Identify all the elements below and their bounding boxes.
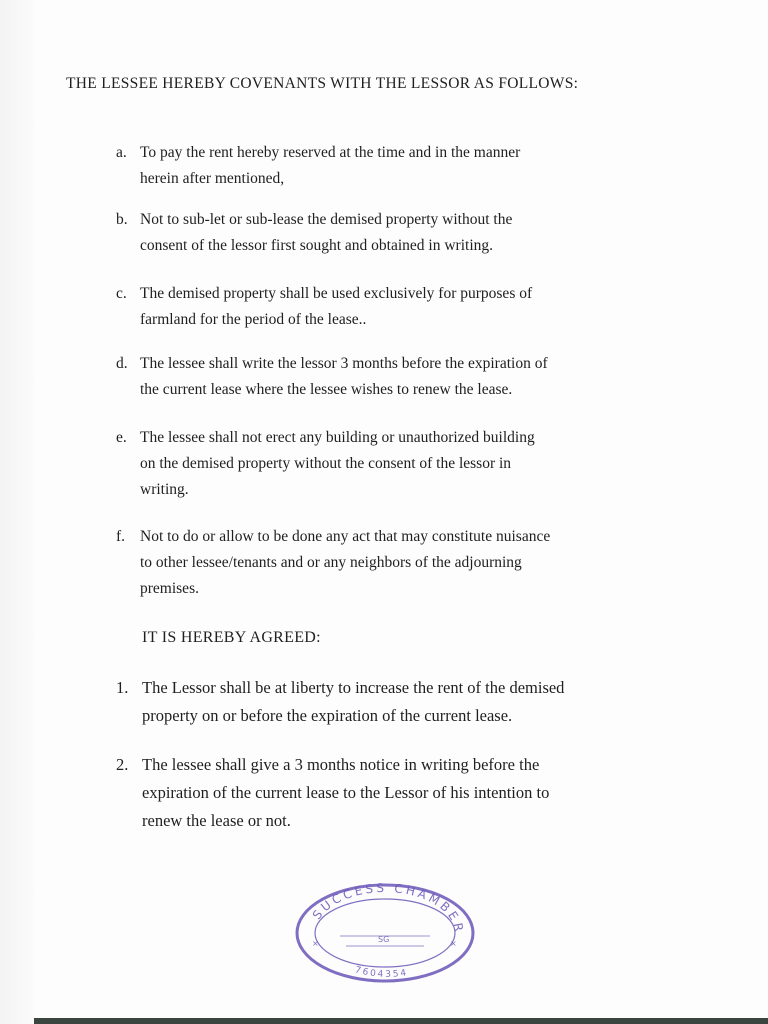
- covenant-item-d: [116, 351, 656, 403]
- covenant-marker: d.: [116, 355, 128, 372]
- agreed-heading: IT IS HEREBY AGREED:: [142, 629, 321, 646]
- covenant-text: [140, 351, 548, 403]
- covenant-marker: f.: [116, 528, 126, 545]
- svg-text:7604354: 7604354: [353, 965, 409, 980]
- covenant-line: premises.: [140, 580, 199, 597]
- agreement-line: The Lessor shall be at liberty to increase the rent of the demised: [142, 678, 565, 697]
- svg-text:SUCCESS CHAMBERS: SUCCESS CHAMBER: [309, 880, 467, 936]
- covenant-line: on the demised property without the consent of the lessor in: [140, 455, 512, 472]
- covenant-marker: c.: [116, 285, 127, 302]
- agreement-line: The lessee shall give a 3 months notice in writing before the: [142, 755, 540, 774]
- covenant-marker: e.: [116, 429, 127, 446]
- covenant-line: To pay the rent hereby reserved at the time and in the manner: [140, 144, 521, 161]
- covenant-item-e: [116, 425, 656, 503]
- stamp-seal-icon: [290, 876, 480, 986]
- agreement-marker: 2.: [116, 755, 129, 774]
- covenant-text: [140, 425, 535, 503]
- agreement-line: property on or before the expiration of the current lease.: [142, 706, 513, 725]
- covenant-item-f: [116, 524, 661, 602]
- agreement-text: [142, 674, 564, 730]
- covenant-item-b: [116, 207, 656, 259]
- covenant-text: [140, 281, 532, 333]
- covenant-line: the current lease where the lessee wishes to renew the lease.: [140, 381, 513, 398]
- agreement-line: renew the lease or not.: [142, 811, 291, 830]
- covenant-line: Not to do or allow to be done any act that may constitute nuisance: [140, 528, 551, 545]
- page-bottom-edge: [34, 1018, 768, 1024]
- covenant-line: herein after mentioned,: [140, 170, 285, 187]
- agreement-item-1: [116, 674, 656, 732]
- official-stamp: [290, 876, 480, 986]
- covenant-line: to other lessee/tenants and or any neighbors of the adjourning: [140, 554, 522, 571]
- agreement-item-2: [116, 751, 656, 837]
- agreement-marker: 1.: [116, 678, 129, 697]
- covenant-line: Not to sub-let or sub-lease the demised property without the: [140, 211, 513, 228]
- covenant-line: The demised property shall be used exclusively for purposes of: [140, 285, 533, 302]
- covenant-text: [140, 140, 520, 192]
- svg-text:×: ×: [450, 939, 457, 948]
- covenant-line: The lessee shall write the lessor 3 months before the expiration of: [140, 355, 548, 372]
- covenant-line: The lessee shall not erect any building or unauthorized building: [140, 429, 535, 446]
- covenant-line: writing.: [140, 481, 189, 498]
- covenant-text: [140, 207, 512, 259]
- covenants-heading: THE LESSEE HEREBY COVENANTS WITH THE LESSOR AS FOLLOWS:: [66, 75, 579, 92]
- covenant-text: [140, 524, 550, 602]
- svg-text:×: ×: [312, 939, 319, 948]
- agreement-line: expiration of the current lease to the Lessor of his intention to: [142, 783, 550, 802]
- agreement-text: [142, 751, 549, 835]
- covenant-line: consent of the lessor first sought and obtained in writing.: [140, 237, 493, 254]
- covenant-item-a: [116, 140, 656, 192]
- covenant-line: farmland for the period of the lease..: [140, 311, 367, 328]
- page-edge-shadow: [0, 0, 34, 1024]
- covenant-item-c: [116, 281, 656, 333]
- covenant-marker: b.: [116, 211, 128, 228]
- svg-text:SG: SG: [378, 935, 390, 944]
- covenant-marker: a.: [116, 144, 127, 161]
